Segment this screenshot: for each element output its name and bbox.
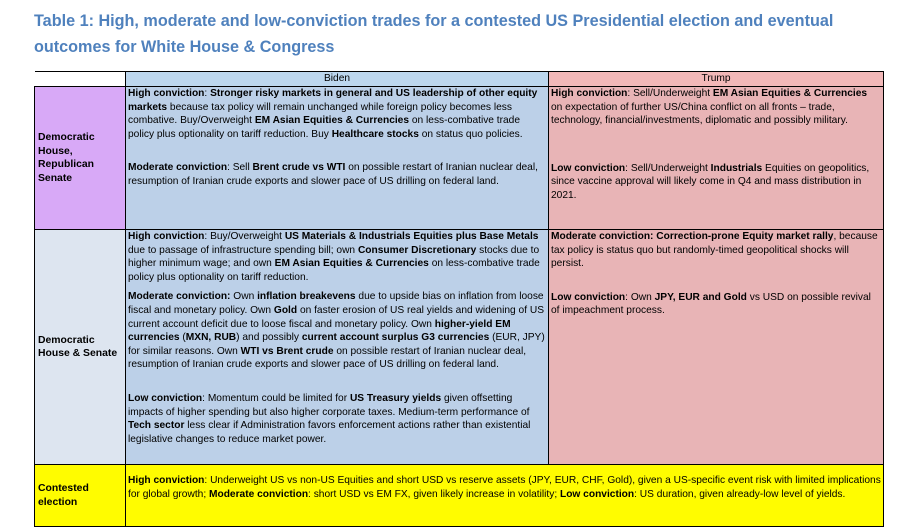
table-title: Table 1: High, moderate and low-conviction trades for a contested US Presidential election and eventual outcomes for White House & Congress	[34, 12, 834, 56]
moderate-conviction-paragraph: Moderate conviction: Own inflation breakevens due to upside bias on inflation from loose fiscal and monetary policy. Own Gold on faster erosion of US real yields and widening of US current account deficit due to loose fiscal and monetary policy. Own higher-yield EM currencies (MXN, RUB) and possibly current account surplus G3 currencies (EUR, JPY) for similar reasons. Own WTI vs Brent crude on possible restart of Iranian nuclear deal, resumption of Iranian crude exports and slower pace of US drilling on federal land.	[128, 291, 545, 371]
contested-election-cell	[126, 465, 884, 527]
contested-election-text: High conviction: Underweight US vs non-US Equities and short USD vs reserve assets (JPY, EUR, CHF, Gold), given a US-specific event risk with limited implications for global growth; Moderate conviction: short USD vs EM FX, given likely increase in volatility; Low conviction: US duration, given already-low level of yields.	[128, 475, 881, 500]
trump-cell-row1	[549, 87, 884, 230]
column-header-biden: Biden	[126, 72, 549, 87]
row-label-contested-election: Contested election	[35, 465, 126, 527]
table-row	[35, 230, 884, 465]
high-conviction-paragraph: High conviction: Buy/Overweight US Materials & Industrials Equities plus Base Metals due to passage of infrastructure spending bill; own Consumer Discretionary stocks due to higher minimum wage; and own EM Asian Equities & Currencies on less-combative trade policy plus optionality on tariff reduction.	[128, 231, 540, 283]
header-row	[35, 72, 884, 87]
row-label-dem-house-senate: Democratic House & Senate	[35, 230, 126, 465]
high-conviction-paragraph: High conviction: Stronger risky markets in general and US leadership of other equity markets because tax policy will remain unchanged while foreign policy becomes less combative. Buy/Overweight EM Asian Equities & Currencies on less-combative trade policy plus optionality on tariff reduction. Buy Healthcare stocks on status quo policies.	[128, 88, 538, 140]
biden-cell-row2	[126, 230, 549, 465]
moderate-conviction-paragraph: Moderate conviction: Sell Brent crude vs WTI on possible restart of Iranian nuclear deal, resumption of Iranian crude exports and slower pace of US drilling on federal land.	[128, 162, 538, 187]
biden-cell-row1	[126, 87, 549, 230]
trump-cell-row2	[549, 230, 884, 465]
header-blank-cell	[35, 72, 126, 87]
moderate-conviction-paragraph: Moderate conviction: Correction-prone Equity market rally, because tax policy is status quo but randomly-timed geopolitical shocks will persist.	[551, 231, 878, 270]
low-conviction-paragraph: Low conviction: Sell/Underweight Industrials Equities on geopolitics, since vaccine approval will likely come in Q4 and mass distribution in 2021.	[551, 162, 870, 201]
high-conviction-paragraph: High conviction: Sell/Underweight EM Asian Equities & Currencies on expectation of further US/China conflict on all fronts – trade, technology, financial/investments, diplomatic and possibly military.	[551, 88, 868, 127]
low-conviction-paragraph: Low conviction: Momentum could be limited for US Treasury yields given offsetting impacts of higher spending but also higher corporate taxes. Medium-term performance of Tech sector less clear if Administration favors enforcement actions rather than existential legislative changes to reduce market power.	[128, 392, 531, 445]
row-label-dem-house-rep-senate: Democratic House, Republican Senate	[35, 87, 126, 230]
table-row	[35, 465, 884, 527]
column-header-trump: Trump	[549, 72, 884, 87]
trades-table	[34, 71, 884, 527]
table-row	[35, 87, 884, 230]
low-conviction-paragraph: Low conviction: Own JPY, EUR and Gold vs USD on possible revival of impeachment process.	[551, 291, 871, 317]
